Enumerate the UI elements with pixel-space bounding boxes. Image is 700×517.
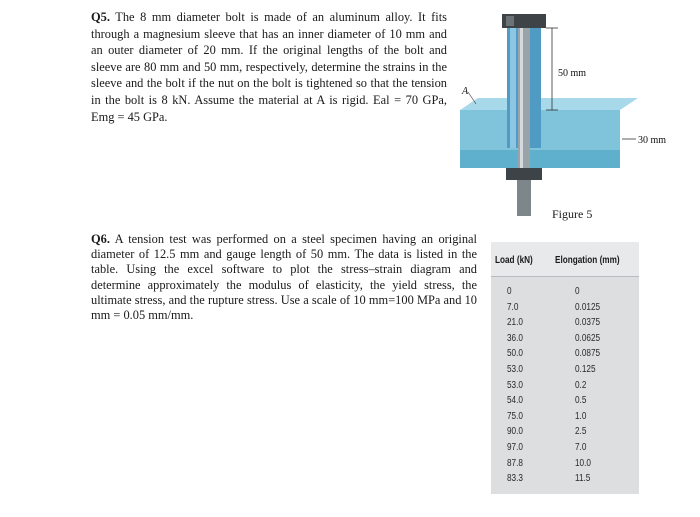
load-cell: 53.0	[507, 379, 523, 391]
header-load: Load (kN)	[495, 254, 533, 266]
question-6	[91, 232, 477, 323]
load-cell: 87.8	[507, 457, 523, 469]
sleeve-highlight	[510, 28, 516, 148]
elongation-cell: 0.0625	[575, 332, 601, 344]
elongation-cell: 0.2	[575, 379, 587, 391]
load-cell: 83.3	[507, 473, 523, 485]
load-cell: 53.0	[507, 364, 523, 375]
load-elongation-table	[491, 242, 639, 494]
elongation-cell: 0.5	[575, 395, 587, 407]
load-cell: 0	[507, 286, 512, 297]
rigid-block-top	[460, 98, 638, 110]
elongation-cell: 2.5	[575, 426, 587, 438]
elongation-cell: 0.0125	[575, 301, 601, 313]
elongation-cell: 11.5	[575, 473, 591, 485]
load-cell: 50.0	[507, 348, 523, 360]
label-a: A	[462, 86, 469, 97]
elongation-cell: 7.0	[575, 442, 587, 453]
load-cell: 7.0	[507, 301, 519, 313]
load-cell: 97.0	[507, 442, 523, 453]
question-5-text: The 8 mm diameter bolt is made of an aluminum alloy. It fits through a magnesium sleeve that has an inner diameter of 10 mm and an outer diameter of 20 mm. If the original lengths of the bolt and sleeve are 80 mm and 50 mm, respectively, determine the strains in the sleeve and the bolt if the nut on the bolt is tightened so that the tension in the bolt is 8 kN. Assume the material at A is rigid. Eal = 70 GPa, Emg = 45 GPa.	[91, 10, 447, 124]
table-header	[491, 242, 639, 277]
bolt-tail-threads	[517, 180, 531, 216]
bottom-nut	[506, 168, 542, 180]
load-cell: 75.0	[507, 410, 523, 422]
elongation-cell: 0.125	[575, 364, 596, 375]
dim-50-label: 50 mm	[558, 68, 587, 79]
elongation-cell: 0	[575, 286, 580, 297]
dim-30-label: 30 mm	[638, 135, 667, 146]
question-5	[91, 9, 447, 125]
figure-caption: Figure 5	[552, 207, 593, 221]
top-nut-highlight	[506, 16, 514, 26]
elongation-cell: 0.0875	[575, 348, 601, 360]
load-cell: 36.0	[507, 332, 523, 344]
load-cell: 21.0	[507, 317, 523, 329]
question-6-number: Q6.	[91, 232, 110, 246]
elongation-cell: 1.0	[575, 410, 587, 422]
load-cell: 90.0	[507, 426, 523, 438]
figure-5-bolt-diagram	[440, 0, 700, 230]
elongation-cell: 10.0	[575, 457, 591, 469]
elongation-cell: 0.0375	[575, 317, 601, 329]
header-elongation: Elongation (mm)	[555, 254, 620, 266]
question-6-text: A tension test was performed on a steel specimen having an original diameter of 12.5 mm and gauge length of 50 mm. The data is listed in the table. Using the excel software to plot the stress–strain diagram and determine approximately the modulus of elasticity, the yield stress, the ultimate stress, and the rupture stress. Use a scale of 10 mm=100 MPa and 10 mm = 0.05 mm/mm.	[91, 232, 477, 323]
question-5-number: Q5.	[91, 10, 110, 24]
load-cell: 54.0	[507, 395, 523, 407]
rigid-block-shade	[460, 150, 620, 168]
